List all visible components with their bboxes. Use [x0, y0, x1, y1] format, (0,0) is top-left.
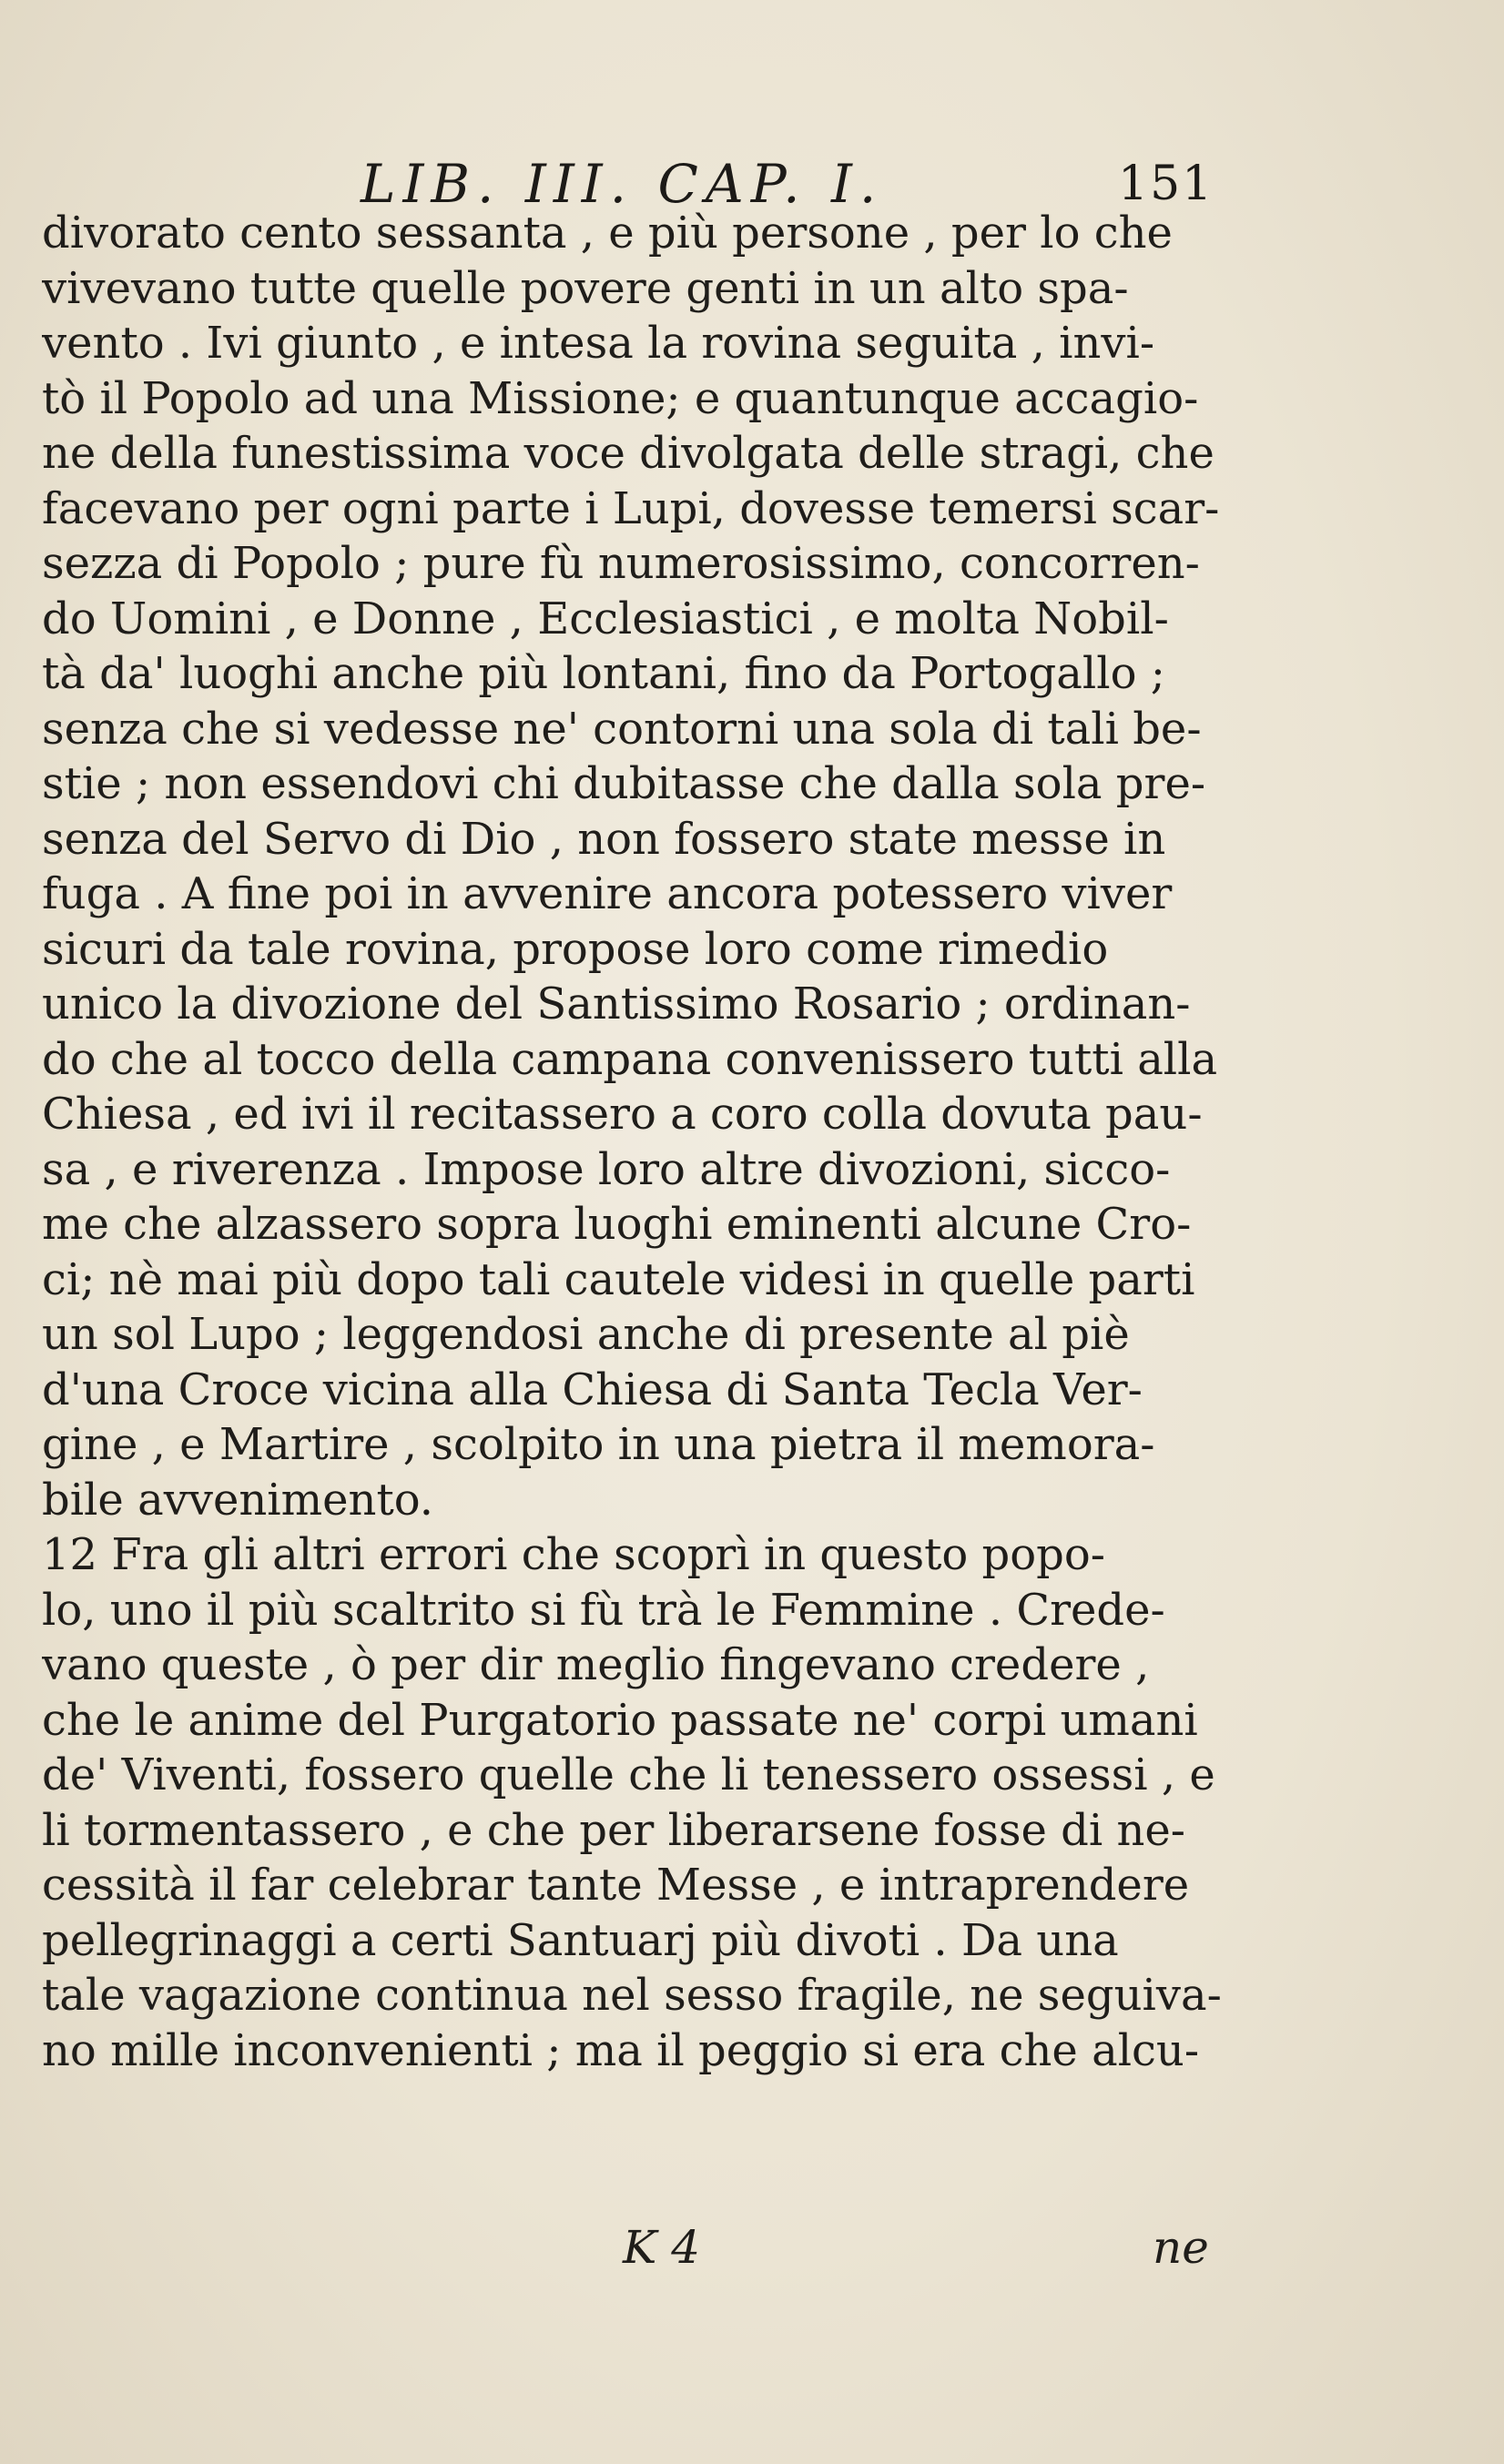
text-line: fuga . A fine poi in avvenire ancora potessero viver: [42, 868, 1173, 919]
text-line: li tormentassero , e che per liberarsene fosse di ne-: [42, 1804, 1186, 1856]
text-line: pellegrinaggi a certi Santuarj più divoti . Da una: [42, 1914, 1119, 1966]
text-line: do che al tocco della campana convenissero tutti alla: [42, 1033, 1218, 1085]
text-line: sa , e riverenza . Impose loro altre divozioni, sicco-: [42, 1143, 1171, 1195]
text-line: bile avvenimento.: [42, 1474, 434, 1526]
text-line: no mille inconvenienti ; ma il peggio si era che alcu-: [42, 2024, 1200, 2076]
catchword: ne: [1153, 2221, 1209, 2274]
text-line: facevano per ogni parte i Lupi, dovesse temersi scar-: [42, 482, 1220, 534]
page-number: 151: [1118, 157, 1214, 211]
text-line: me che alzassero sopra luoghi eminenti alcune Cro-: [42, 1199, 1192, 1250]
text-line: tò il Popolo ad una Missione; e quantunque accagio-: [42, 372, 1199, 424]
text-line: vento . Ivi giunto , e intesa la rovina seguita , invi-: [42, 318, 1155, 369]
text-line: vivevano tutte quelle povere genti in un alto spa-: [42, 262, 1129, 314]
text-line: che le anime del Purgatorio passate ne' corpi umani: [42, 1694, 1198, 1746]
text-line: Chiesa , ed ivi il recitassero a coro colla dovuta pau-: [42, 1089, 1203, 1140]
text-line: cessità il far celebrar tante Messe , e intraprendere: [42, 1860, 1190, 1911]
text-line: un sol Lupo ; leggendosi anche di presente al piè: [42, 1309, 1130, 1360]
page-footer: [0, 2221, 1504, 2285]
text-line: do Uomini , e Donne , Ecclesiastici , e molta Nobil-: [42, 593, 1169, 644]
text-line: tà da' luoghi anche più lontani, fino da Portogallo ;: [42, 648, 1165, 699]
text-line: d'una Croce vicina alla Chiesa di Santa Tecla Ver-: [42, 1364, 1143, 1415]
text-line: senza che si vedesse ne' contorni una sola di tali be-: [42, 703, 1202, 755]
running-title: LIB. III. CAP. I.: [361, 153, 884, 215]
text-line: de' Viventi, fossero quelle che li tenessero ossessi , e: [42, 1749, 1215, 1800]
text-line: lo, uno il più scaltrito si fù trà le Femmine . Crede-: [42, 1584, 1165, 1636]
text-line: ne della funestissima voce divolgata delle stragi, che: [42, 428, 1214, 479]
text-line: senza del Servo di Dio , non fossero state messe in: [42, 813, 1166, 865]
text-line: tale vagazione continua nel sesso fragile, ne seguiva-: [42, 1970, 1222, 2021]
text-line: unico la divozione del Santissimo Rosario ; ordinan-: [42, 979, 1191, 1029]
body-text: [42, 206, 1298, 2078]
text-line: sezza di Popolo ; pure fù numerosissimo, concorren-: [42, 538, 1200, 589]
text-line: ci; nè mai più dopo tali cautele videsi in quelle parti: [42, 1253, 1195, 1305]
text-line: stie ; non essendovi chi dubitasse che dalla sola pre-: [42, 758, 1206, 809]
text-line: gine , e Martire , scolpito in una pietra il memora-: [42, 1419, 1155, 1470]
text-line: vano queste , ò per dir meglio fingevano credere ,: [42, 1639, 1150, 1690]
text-line: divorato cento sessanta , e più persone , per lo che: [42, 208, 1173, 259]
signature-mark: K 4: [623, 2221, 701, 2274]
text-line: sicuri da tale rovina, propose loro come rimedio: [42, 923, 1109, 975]
text-line: 12 Fra gli altri errori che scoprì in questo popo-: [42, 1529, 1105, 1580]
